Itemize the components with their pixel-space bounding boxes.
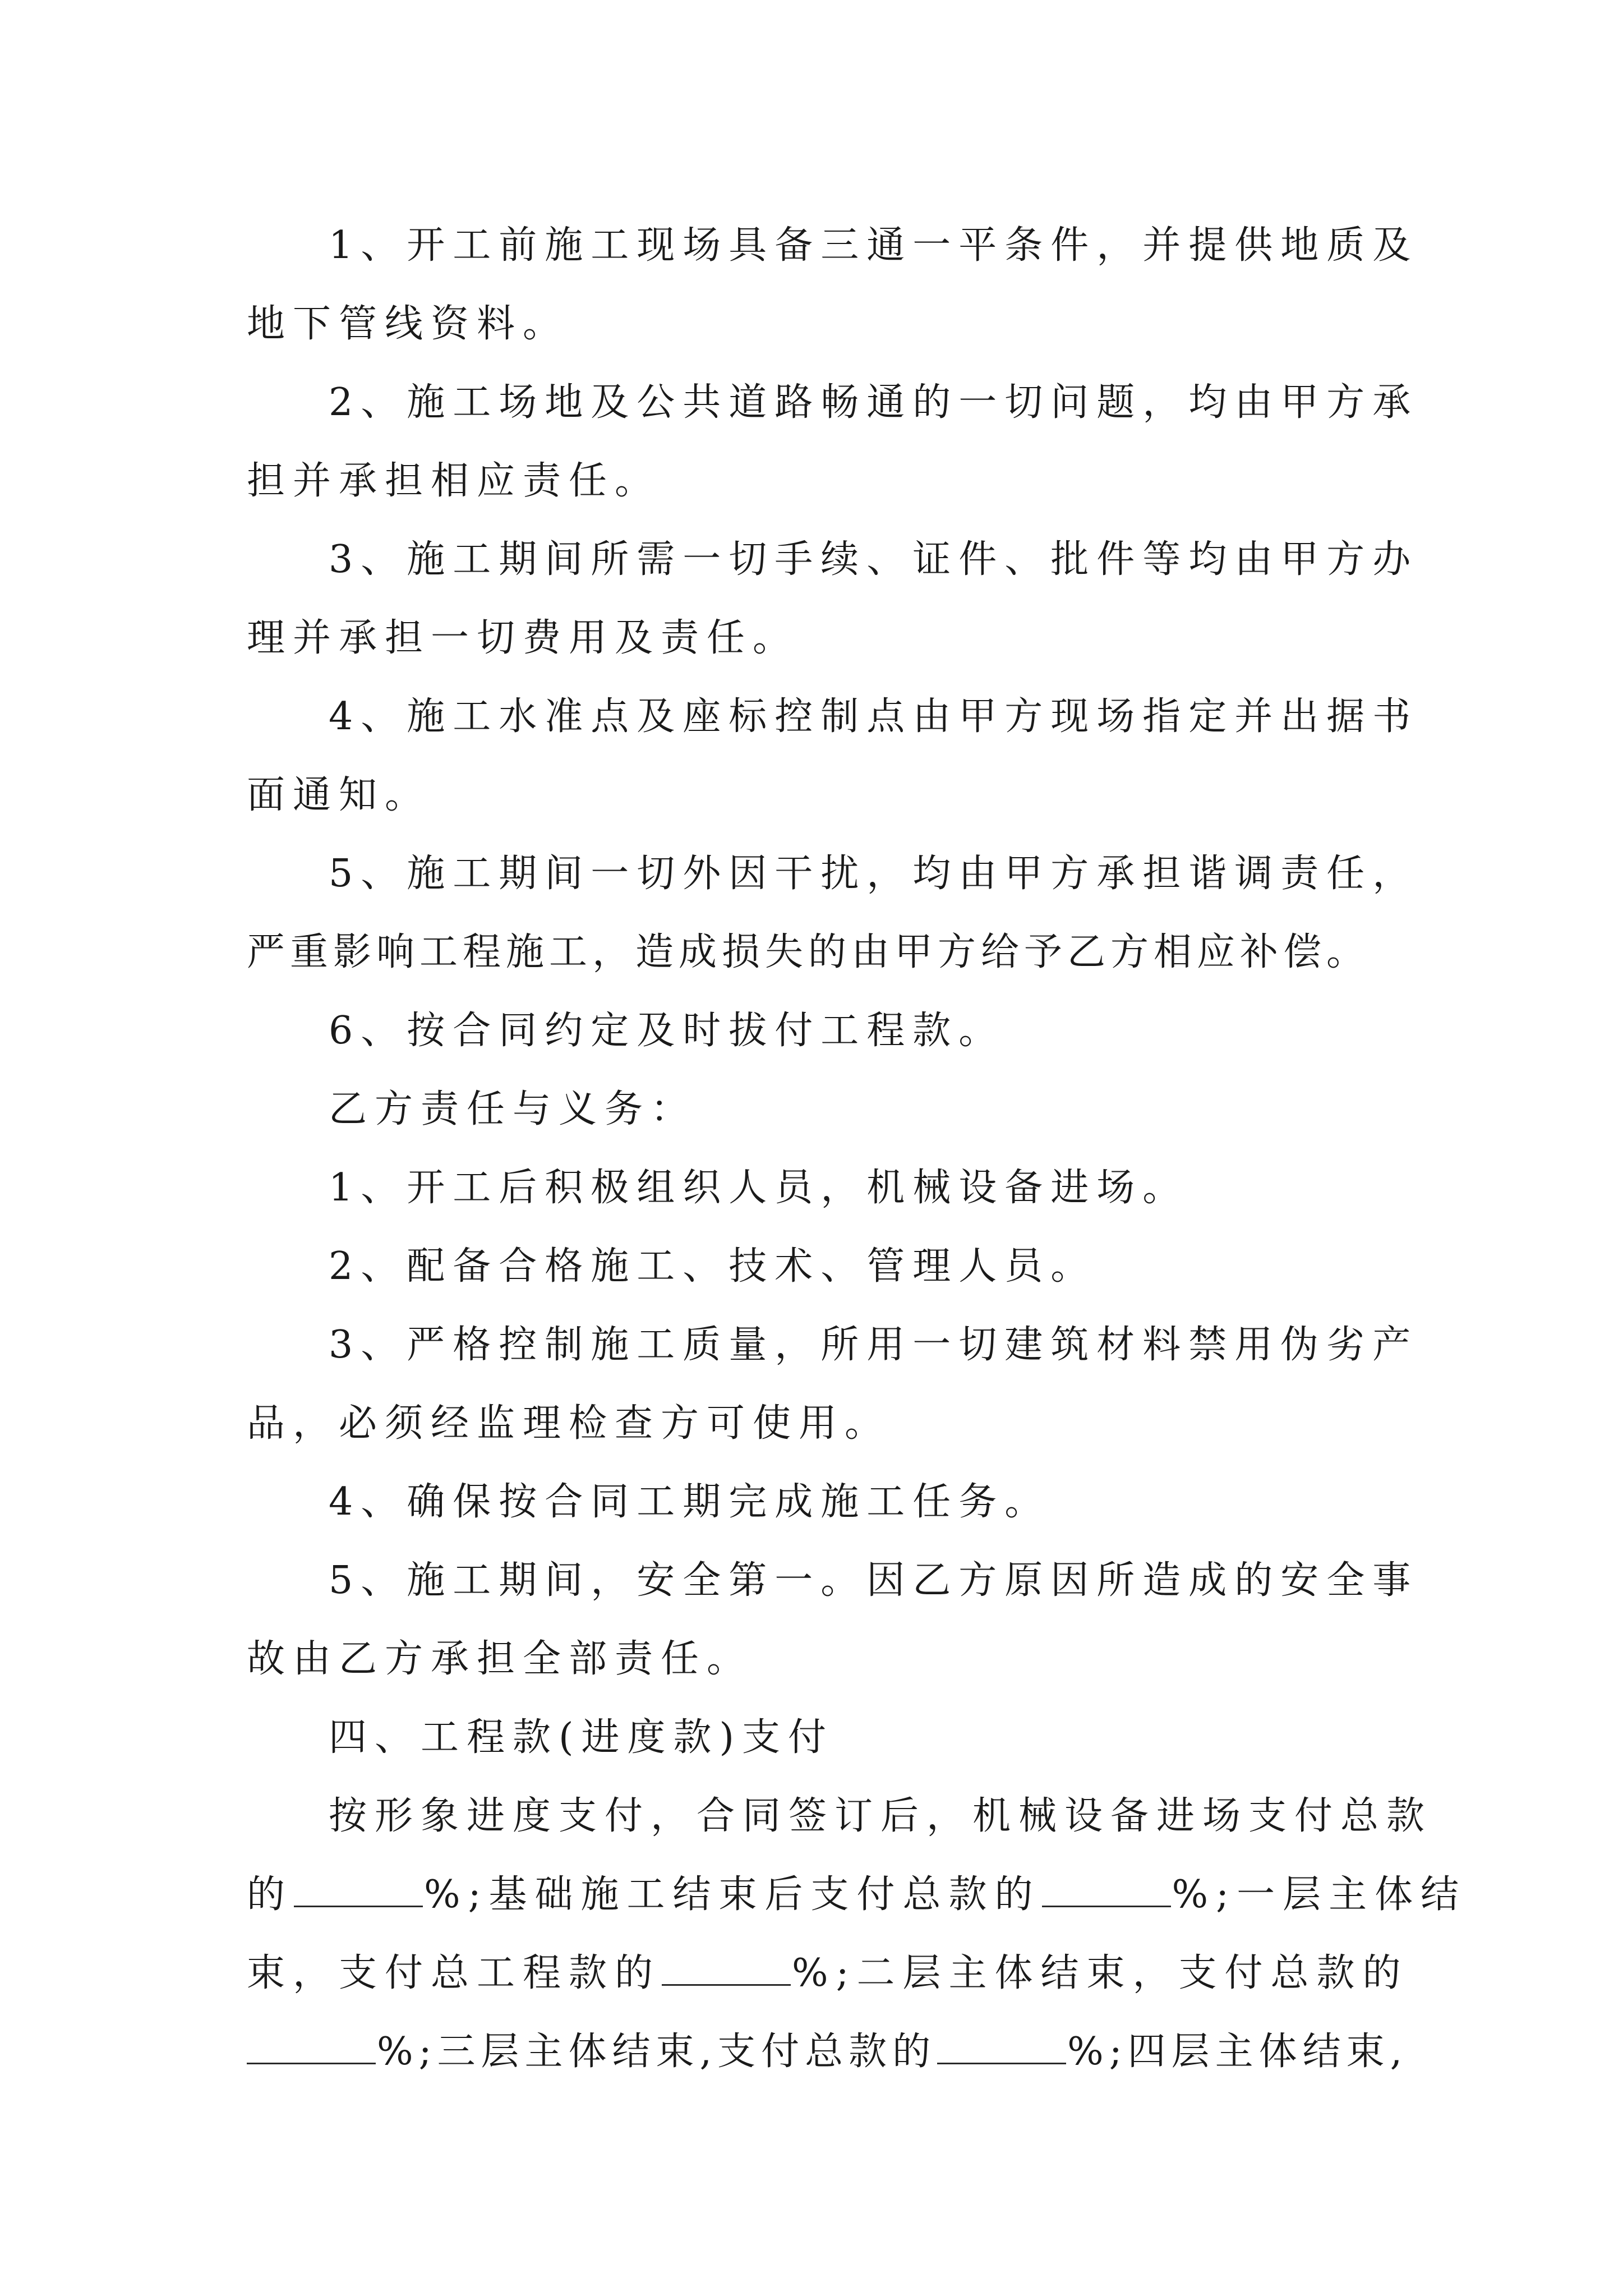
paragraph-line: 3、严格控制施工质量，所用一切建筑材料禁用伪劣产 (329, 1323, 1419, 1367)
payment-text: 束，支付总工程款的 (247, 1951, 661, 1995)
fill-in-blank (1042, 1872, 1171, 1907)
fill-in-blank (662, 1950, 791, 1986)
section-heading: 四、工程款(进度款)支付 (329, 1715, 834, 1760)
fill-in-blank (937, 2029, 1066, 2064)
payment-text: %;三层主体结束,支付总款的 (377, 2030, 937, 2074)
document-body (247, 206, 1467, 2091)
paragraph-line: 1、开工后积极组织人员，机械设备进场。 (329, 1166, 1189, 1210)
paragraph-line: 理并承担一切费用及责任。 (247, 616, 799, 660)
paragraph-line: 3、施工期间所需一切手续、证件、批件等均由甲方办 (329, 537, 1419, 582)
paragraph-line: 4、确保按合同工期完成施工任务。 (329, 1480, 1051, 1524)
paragraph-line: 1、开工前施工现场具备三通一平条件，并提供地质及 (329, 223, 1419, 268)
paragraph-line: 2、配备合格施工、技术、管理人员。 (329, 1244, 1097, 1289)
paragraph-line: 地下管线资料。 (247, 302, 569, 346)
payment-text: %;一层主体结 (1172, 1872, 1467, 1917)
paragraph-line: 故由乙方承担全部责任。 (247, 1637, 753, 1681)
payment-text: %;二层主体结束，支付总款的 (792, 1951, 1409, 1995)
paragraph-line: 5、施工期间一切外因干扰，均由甲方承担谐调责任， (329, 852, 1419, 896)
fill-in-blank (247, 2029, 376, 2064)
paragraph-line: 4、施工水准点及座标控制点由甲方现场指定并出据书 (329, 694, 1419, 739)
payment-line (247, 1934, 1409, 2013)
paragraph-line: 按形象进度支付，合同签订后，机械设备进场支付总款 (329, 1794, 1433, 1838)
paragraph-line: 严重影响工程施工，造成损失的由甲方给予乙方相应补偿。 (247, 930, 1370, 974)
payment-text: 的 (247, 1872, 293, 1917)
paragraph-line: 品，必须经监理检查方可使用。 (247, 1401, 891, 1446)
payment-text: %;基础施工结束后支付总款的 (424, 1872, 1041, 1917)
paragraph-line: 5、施工期间，安全第一。因乙方原因所造成的安全事 (329, 1558, 1419, 1603)
paragraph-line: 6、按合同约定及时拔付工程款。 (329, 1009, 1005, 1053)
payment-line (247, 2013, 1408, 2091)
fill-in-blank (294, 1872, 423, 1907)
section-heading: 乙方责任与义务： (329, 1087, 697, 1131)
paragraph-line: 担并承担相应责任。 (247, 459, 661, 503)
paragraph-line: 2、施工场地及公共道路畅通的一切问题，均由甲方承 (329, 380, 1419, 425)
paragraph-line: 面通知。 (247, 773, 431, 817)
payment-text: %;四层主体结束, (1067, 2030, 1408, 2074)
payment-line (247, 1856, 1467, 1934)
